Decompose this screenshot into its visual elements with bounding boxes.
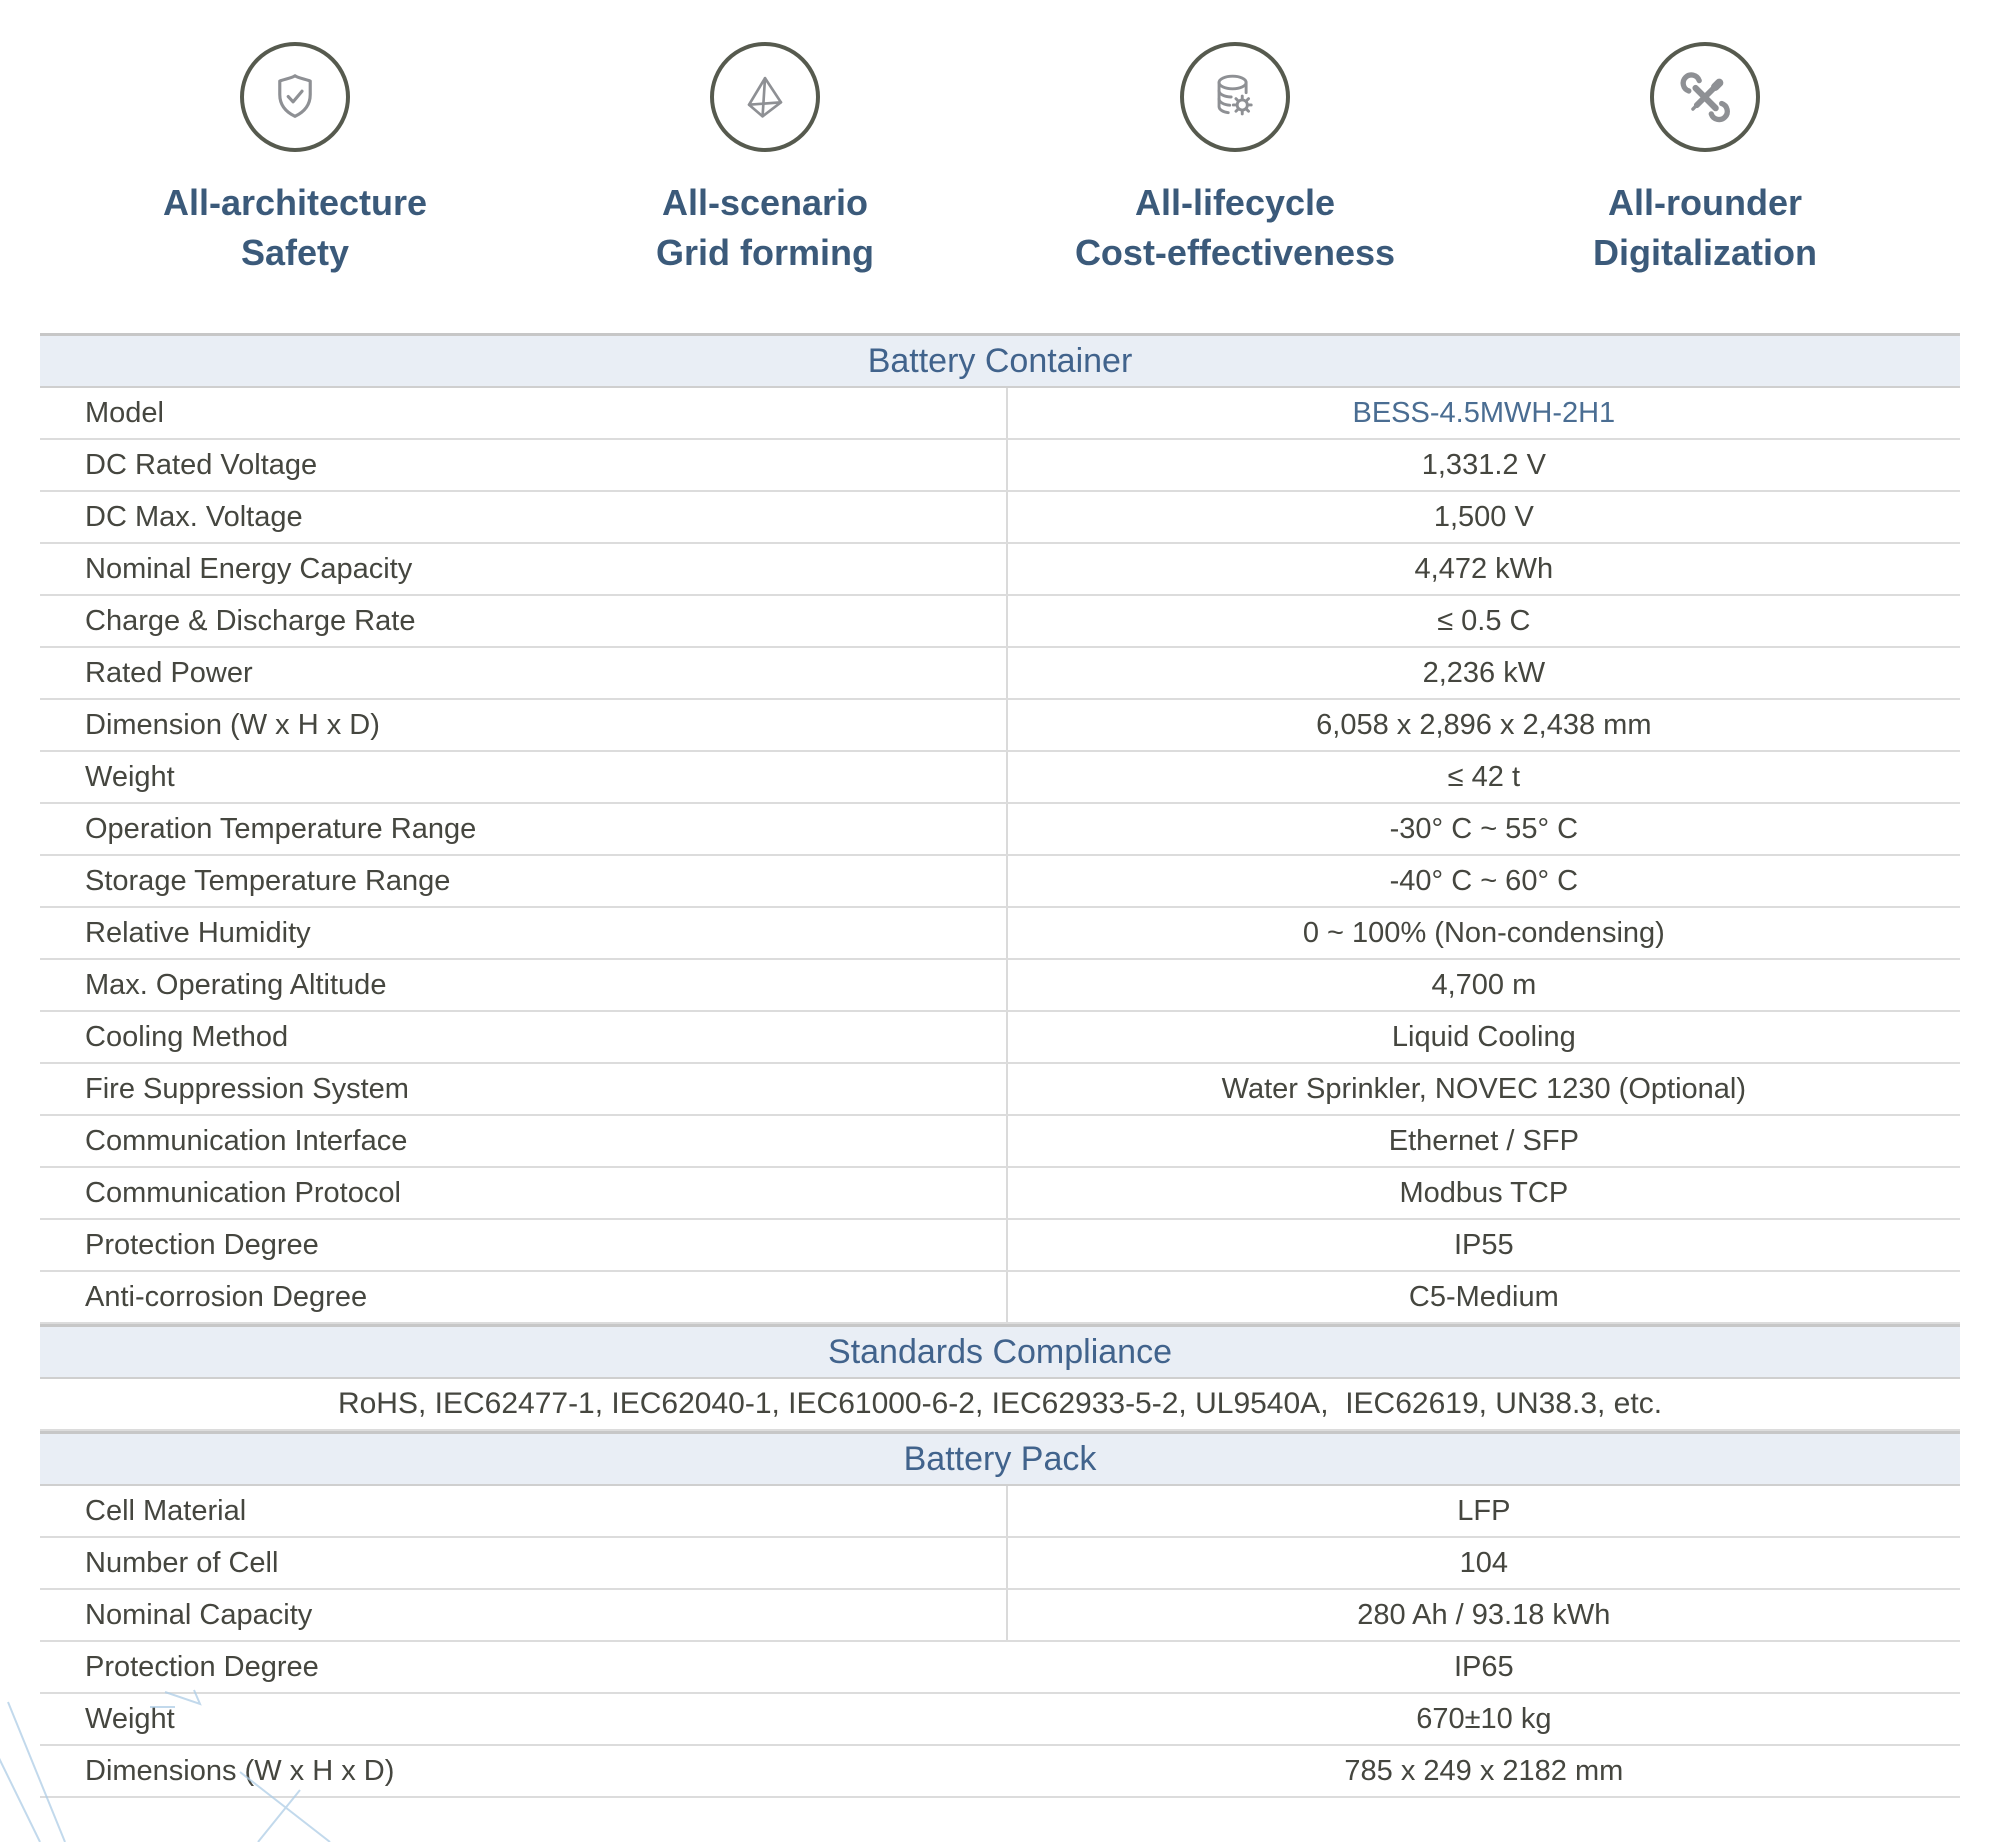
spec-label: Weight — [85, 1702, 175, 1735]
spec-value: LFP — [1457, 1494, 1511, 1527]
feature-title — [1593, 178, 1817, 277]
section-header-standards-compliance: Standards Compliance — [40, 1324, 1960, 1379]
feature-safety — [60, 42, 530, 277]
spec-row-dc-max-voltage — [40, 492, 1960, 544]
spec-row-nominal-capacity — [40, 1590, 1960, 1642]
spec-row-dimension — [40, 700, 1960, 752]
section-header-battery-container: Battery Container — [40, 333, 1960, 388]
spec-label: Weight — [40, 752, 1008, 802]
spec-row-protection-degree — [40, 1220, 1960, 1272]
spec-row-anti-corrosion — [40, 1272, 1960, 1324]
spec-value: 1,500 V — [1433, 500, 1534, 533]
feature-title — [1075, 178, 1395, 277]
spec-row-pack-weight — [40, 1694, 1960, 1746]
section-header-battery-pack: Battery Pack — [40, 1431, 1960, 1486]
spec-row-pack-dimensions — [40, 1746, 1960, 1798]
spec-label: Storage Temperature Range — [40, 856, 1008, 906]
feature-digitalization — [1470, 42, 1940, 277]
spec-label: Protection Degree — [40, 1220, 1008, 1270]
spec-label: Operation Temperature Range — [40, 804, 1008, 854]
feature-title — [656, 178, 874, 277]
spec-row-weight — [40, 752, 1960, 804]
spec-label: Cell Material — [40, 1486, 1008, 1536]
spec-value: Modbus TCP — [1399, 1176, 1569, 1209]
spec-value: ≤ 42 t — [1447, 760, 1521, 793]
spec-value: 4,700 m — [1431, 968, 1537, 1001]
spec-value: IP55 — [1454, 1228, 1514, 1261]
feature-title-line2: Safety — [240, 231, 350, 273]
spec-label: Charge & Discharge Rate — [40, 596, 1008, 646]
spec-row-operation-temperature — [40, 804, 1960, 856]
spec-label: Rated Power — [40, 648, 1008, 698]
spec-row-nominal-energy-capacity — [40, 544, 1960, 596]
spec-value: 1,331.2 V — [1421, 448, 1546, 481]
spec-value: ≤ 0.5 C — [1437, 604, 1531, 637]
spec-value: 6,058 x 2,896 x 2,438 mm — [1316, 708, 1652, 741]
spec-row-relative-humidity — [40, 908, 1960, 960]
spec-label: Number of Cell — [40, 1538, 1008, 1588]
spec-label: Dimension (W x H x D) — [40, 700, 1008, 750]
spec-label: Communication Interface — [40, 1116, 1008, 1166]
spec-row-max-operating-altitude — [40, 960, 1960, 1012]
spec-value: C5-Medium — [1408, 1280, 1559, 1313]
spec-row-number-of-cell — [40, 1538, 1960, 1590]
spec-label: Model — [40, 388, 1008, 438]
spec-label: DC Max. Voltage — [40, 492, 1008, 542]
spec-row-storage-temperature — [40, 856, 1960, 908]
pyramid-icon — [710, 42, 820, 152]
feature-title-line2: Digitalization — [1593, 231, 1817, 273]
spec-row-model — [40, 388, 1960, 440]
spec-label: Nominal Energy Capacity — [40, 544, 1008, 594]
spec-label: Nominal Capacity — [40, 1590, 1008, 1640]
feature-title — [163, 178, 427, 277]
spec-label: Dimensions (W x H x D) — [85, 1754, 395, 1787]
spec-value: 104 — [1459, 1546, 1509, 1579]
shield-check-icon — [240, 42, 350, 152]
spec-value: -30° C ~ 55° C — [1389, 812, 1579, 845]
spec-row-cooling-method — [40, 1012, 1960, 1064]
spec-value: BESS-4.5MWH-2H1 — [1352, 396, 1616, 429]
feature-title-line2: Cost-effectiveness — [1074, 231, 1396, 273]
spec-row-cell-material — [40, 1486, 1960, 1538]
spec-label: DC Rated Voltage — [40, 440, 1008, 490]
spec-table — [40, 333, 1960, 1798]
spec-label: Max. Operating Altitude — [40, 960, 1008, 1010]
tools-icon — [1650, 42, 1760, 152]
spec-value: 785 x 249 x 2182 mm — [1344, 1754, 1624, 1787]
spec-label: Fire Suppression System — [40, 1064, 1008, 1114]
spec-row-fire-suppression — [40, 1064, 1960, 1116]
spec-row-pack-protection-degree — [40, 1642, 1960, 1694]
spec-label: Relative Humidity — [40, 908, 1008, 958]
feature-grid-forming — [530, 42, 1000, 277]
spec-row-dc-rated-voltage — [40, 440, 1960, 492]
feature-cost-effectiveness — [1000, 42, 1470, 277]
spec-row-communication-protocol — [40, 1168, 1960, 1220]
feature-strip — [60, 42, 1940, 277]
feature-title-line2: Grid forming — [656, 231, 874, 273]
spec-value: 670±10 kg — [1416, 1702, 1552, 1735]
spec-label: Protection Degree — [85, 1650, 319, 1683]
feature-title-line1: All-rounder — [1608, 182, 1802, 223]
database-gear-icon — [1180, 42, 1290, 152]
spec-value: IP65 — [1454, 1650, 1514, 1683]
standards-compliance-row: RoHS, IEC62477-1, IEC62040-1, IEC61000-6-2, IEC62933-5-2, UL9540A, IEC62619, UN38.3, etc. — [40, 1379, 1960, 1431]
feature-title-line1: All-architecture — [162, 182, 428, 223]
spec-value: 280 Ah / 93.18 kWh — [1357, 1598, 1611, 1631]
spec-label: Communication Protocol — [40, 1168, 1008, 1218]
feature-title-line1: All-scenario — [661, 182, 869, 223]
spec-value: Liquid Cooling — [1391, 1020, 1576, 1053]
spec-value: Ethernet / SFP — [1388, 1124, 1579, 1157]
spec-value: 2,236 kW — [1422, 656, 1546, 689]
spec-value: 4,472 kWh — [1414, 552, 1554, 585]
spec-row-rated-power — [40, 648, 1960, 700]
spec-value: -40° C ~ 60° C — [1389, 864, 1579, 897]
spec-value: 0 ~ 100% (Non-condensing) — [1302, 916, 1665, 949]
feature-title-line1: All-lifecycle — [1134, 182, 1336, 223]
spec-label: Cooling Method — [40, 1012, 1008, 1062]
spec-row-communication-interface — [40, 1116, 1960, 1168]
spec-value: Water Sprinkler, NOVEC 1230 (Optional) — [1221, 1072, 1747, 1105]
spec-row-charge-discharge-rate — [40, 596, 1960, 648]
spec-label: Anti-corrosion Degree — [40, 1272, 1008, 1322]
